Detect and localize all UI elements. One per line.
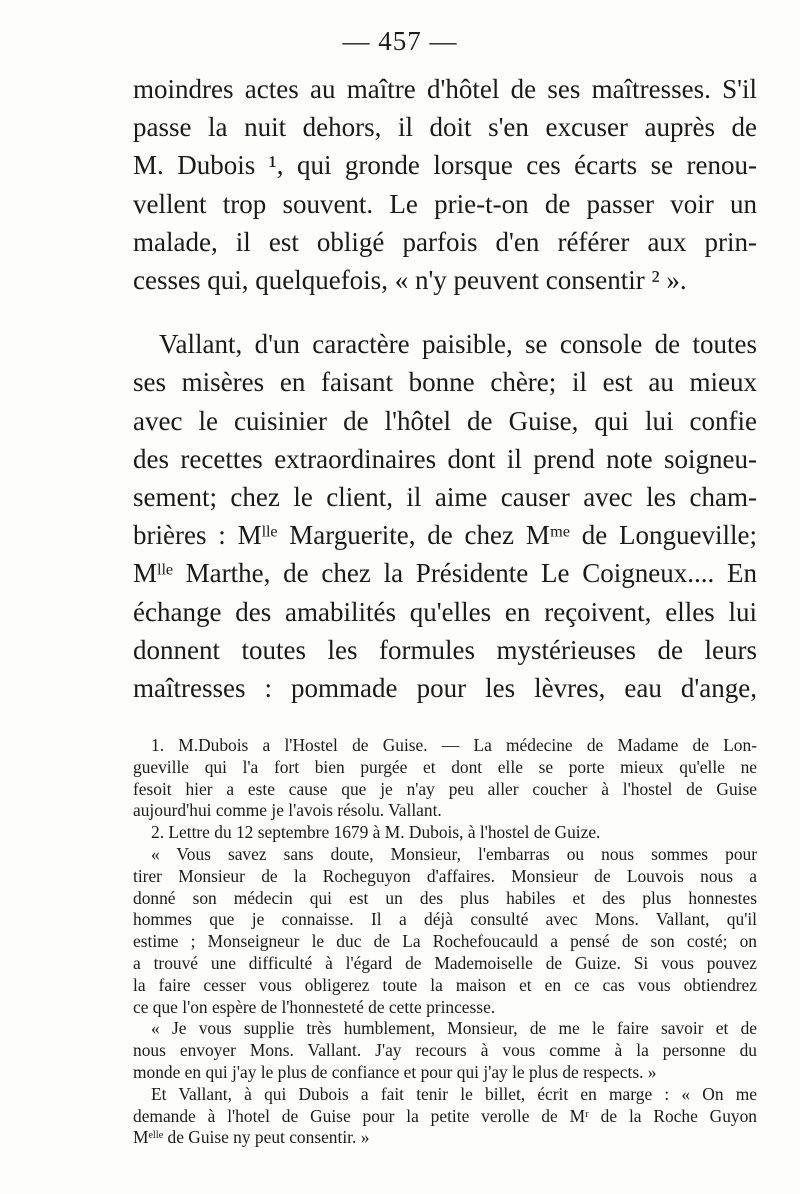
text-line: maîtresses : pommade pour les lèvres, eau d'ange,	[133, 673, 757, 704]
footnote	[133, 735, 757, 822]
footnote-line: 2. Lettre du 12 septembre 1679 à M. Dubois, à l'hostel de Guize.	[151, 822, 601, 843]
footnotes	[133, 735, 757, 1149]
footnote-quote	[133, 1018, 757, 1083]
paragraph-separator	[133, 299, 757, 325]
text-line: Mˡˡᵉ Marthe, de chez la Présidente Le Coigneux.... En	[133, 558, 757, 589]
text-line: brières : Mˡˡᵉ Marguerite, de chez Mᵐᵉ de Longueville;	[133, 520, 757, 551]
footnote-line: donné son médecin qui est un des plus habiles et des plus honnestes	[133, 887, 757, 908]
footnote-line: fesoit hier a este cause que je n'ay peu aller coucher à l'hostel de Guise	[133, 778, 757, 799]
page-number: — 457 —	[342, 26, 458, 56]
footnote-quote	[133, 844, 757, 1018]
paragraph	[133, 70, 757, 299]
text-line: M. Dubois ¹, qui gronde lorsque ces écarts se renou-	[133, 150, 757, 181]
footnote-line: ce que l'on espère de l'honnesteté de cette princesse.	[133, 996, 496, 1017]
footnote-line: 1. M.Dubois a l'Hostel de Guise. — La médecine de Madame de Lon-	[151, 735, 757, 755]
footnote-line: « Vous savez sans doute, Monsieur, l'embarras ou nous sommes pour	[151, 843, 757, 864]
text-line: échange des amabilités qu'elles en reçoivent, elles lui	[133, 596, 757, 627]
text-line: sement; chez le client, il aime causer avec les cham-	[133, 482, 757, 513]
footnote-line: Mᵉˡˡᵉ de Guise ny peut consentir. »	[133, 1127, 370, 1148]
footnote-line: nous envoyer Mons. Vallant. J'ay recours à vous comme à la personne du	[133, 1040, 757, 1061]
footnote-line: a trouvé une difficulté à l'égard de Mademoiselle de Guize. Si vous pouvez	[133, 952, 757, 973]
main-text	[133, 70, 757, 707]
footnote-line: monde en qui j'ay le plus de confiance et pour qui j'ay le plus de respects. »	[133, 1061, 657, 1082]
footnote-line: tirer Monsieur de la Rocheguyon d'affaires. Monsieur de Louvois nous a	[133, 865, 757, 886]
text-line: malade, il est obligé parfois d'en référer aux prin-	[133, 226, 757, 257]
text-line: moindres actes au maître d'hôtel de ses maîtresses. S'il	[133, 74, 757, 104]
text-line: avec le cuisinier de l'hôtel de Guise, qui lui confie	[133, 405, 757, 436]
footnote-line: estime ; Monseigneur le duc de La Rochefoucauld a pensé de son costé; on	[133, 931, 757, 952]
text-line: vellent trop souvent. Le prie-t-on de passer voir un	[133, 188, 757, 219]
text-line: ses misères en faisant bonne chère; il est au mieux	[133, 367, 757, 398]
footnote-quote	[133, 1084, 757, 1149]
footnote-line: la faire cesser vous obligerez toute la maison et en ce cas vous obtiendrez	[133, 974, 757, 995]
footnote-line: « Je vous supplie très humblement, Monsieur, de me le faire savoir et de	[151, 1018, 757, 1039]
paragraph	[133, 325, 757, 707]
footnote-line: demande à l'hotel de Guise pour la petite verolle de Mʳ de la Roche Guyon	[133, 1105, 757, 1126]
text-line: cesses qui, quelquefois, « n'y peuvent consentir ² ».	[133, 265, 687, 296]
footnote-line: aujourd'hui comme je l'avois résolu. Vallant.	[133, 800, 442, 821]
footnote-line: hommes que je connaisse. Il a déjà consulté avec Mons. Vallant, qu'il	[133, 909, 757, 930]
text-line: des recettes extraordinaires dont il prend note soigneu-	[133, 443, 757, 474]
footnote	[133, 822, 757, 844]
footnote-line: Et Vallant, à qui Dubois a fait tenir le billet, écrit en marge : « On me	[151, 1083, 757, 1104]
text-line: donnent toutes les formules mystérieuses de leurs	[133, 634, 757, 665]
text-line: passe la nuit dehors, il doit s'en excuser auprès de	[133, 112, 757, 143]
footnote-line: gueville qui l'a fort bien purgée et dont elle se porte mieux qu'elle ne	[133, 756, 757, 777]
text-line: Vallant, d'un caractère paisible, se console de toutes	[159, 329, 757, 360]
